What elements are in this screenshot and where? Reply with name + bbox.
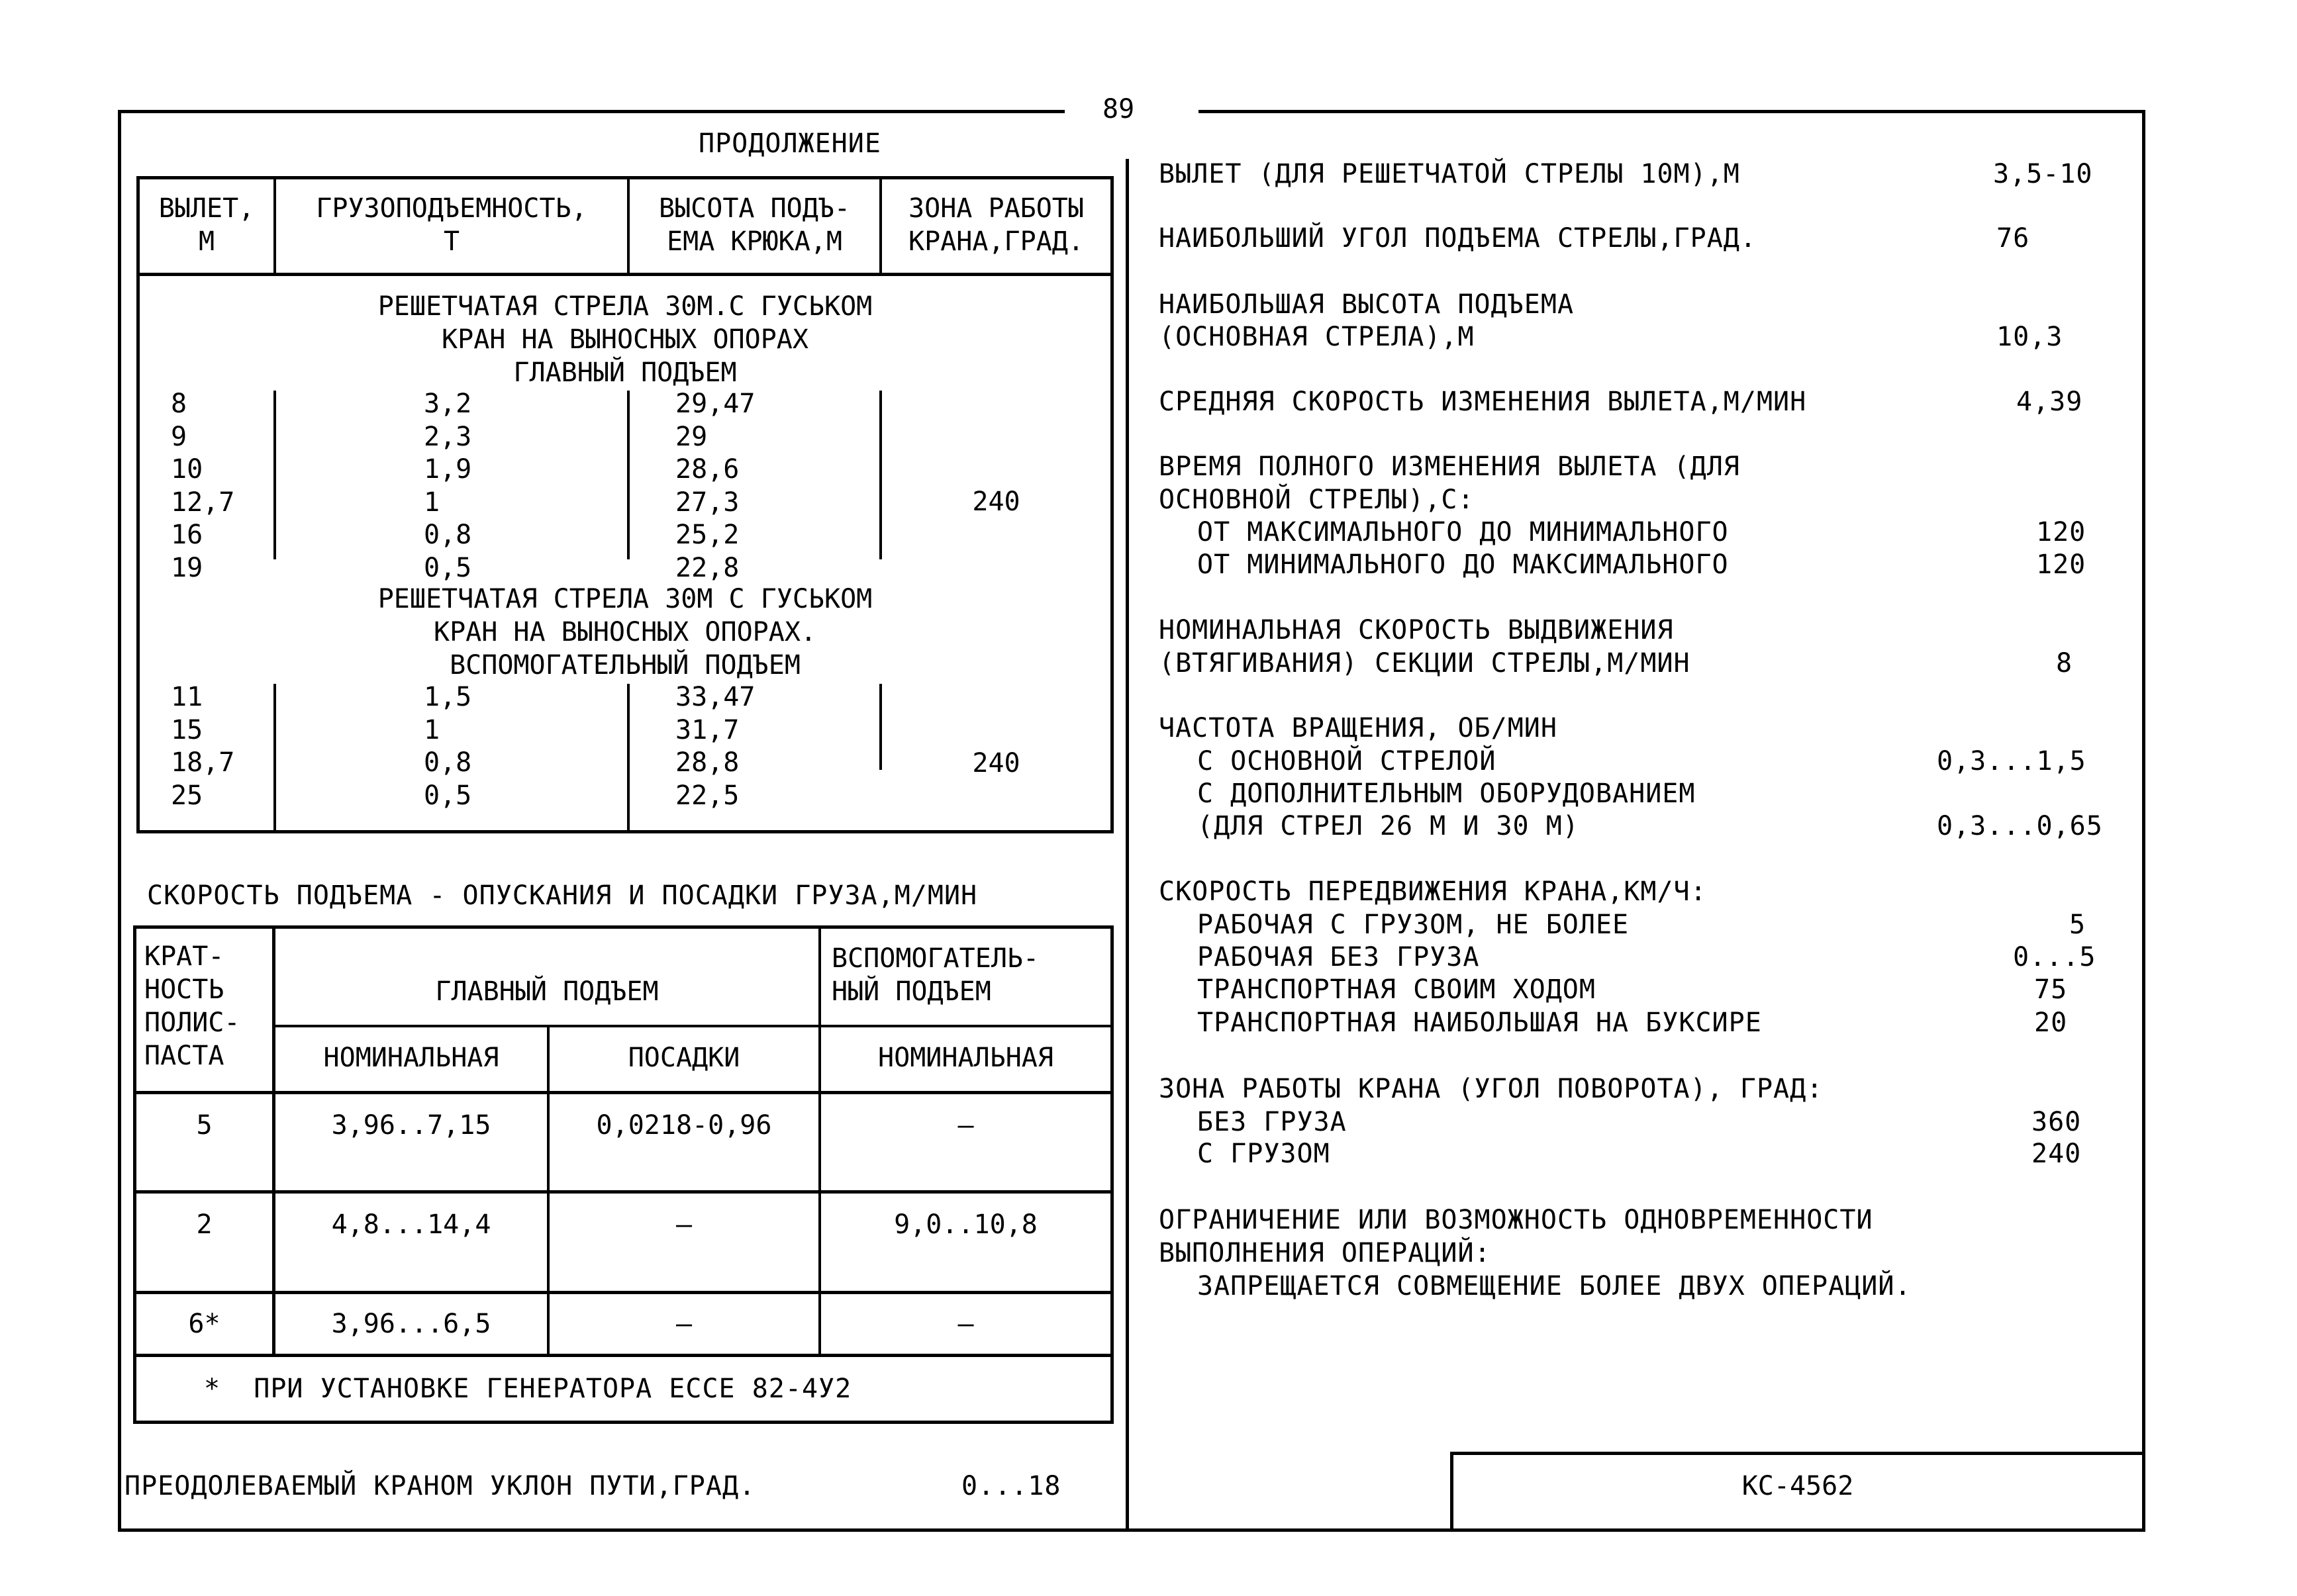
- section2-capacity: 1: [424, 714, 440, 745]
- spec-label: СКОРОСТЬ ПЕРЕДВИЖЕНИЯ КРАНА,КМ/Ч:: [1159, 876, 1707, 907]
- section1-capacity: 1: [424, 487, 440, 518]
- speed-row-landing: —: [675, 1209, 693, 1240]
- section2-reach: 18,7: [171, 747, 235, 778]
- spec-value: 0,3...0,65: [1937, 811, 2103, 841]
- spec-value: 120: [2036, 549, 2086, 580]
- section1-height: 22,8: [675, 552, 740, 583]
- section1-reach: 19: [171, 552, 203, 583]
- spec-label-2: ВЫПОЛНЕНИЯ ОПЕРАЦИЙ:: [1159, 1238, 1491, 1268]
- section1-height: 28,6: [675, 454, 740, 485]
- section1-reach: 16: [171, 520, 203, 550]
- speed-row-aux: 9,0..10,8: [894, 1209, 1038, 1240]
- slope-value: 0...18: [961, 1471, 1061, 1501]
- nominal-header: НОМИНАЛЬНАЯ: [323, 1043, 499, 1073]
- section1-capacity: 3,2: [424, 389, 472, 419]
- spec-label: ЗОНА РАБОТЫ КРАНА (УГОЛ ПОВОРОТА), ГРАД:: [1159, 1074, 1824, 1104]
- speed-row-nominal: 3,96..7,15: [331, 1110, 491, 1141]
- spec-label: ВЫЛЕТ (ДЛЯ РЕШЕТЧАТОЙ СТРЕЛЫ 10М),М: [1159, 159, 1740, 189]
- section1-height: 29,47: [675, 389, 756, 419]
- section1-title: РЕШЕТЧАТАЯ СТРЕЛА 30М.С ГУСЬКОМ КРАН НА ВЫНОСНЫХ ОПОРАХ ГЛАВНЫЙ ПОДЪЕМ: [377, 291, 873, 388]
- section1-reach: 12,7: [171, 487, 235, 518]
- spec-sub: (ДЛЯ СТРЕЛ 26 М И 30 М): [1197, 811, 1579, 841]
- section2-capacity: 1,5: [424, 682, 472, 712]
- spec-label-2: (ВТЯГИВАНИЯ) СЕКЦИИ СТРЕЛЫ,М/МИН: [1159, 648, 1690, 679]
- spec-value: 360: [2031, 1107, 2082, 1137]
- main-hoist-header: ГЛАВНЫЙ ПОДЪЕМ: [435, 976, 659, 1007]
- spec-value: 3,5-10: [1993, 159, 2093, 189]
- spec-sub: РАБОЧАЯ С ГРУЗОМ, НЕ БОЛЕЕ: [1197, 910, 1630, 940]
- section1-reach: 10: [171, 454, 203, 485]
- spec-label: ВРЕМЯ ПОЛНОГО ИЗМЕНЕНИЯ ВЫЛЕТА (ДЛЯ: [1159, 451, 1740, 482]
- section2-height: 22,5: [675, 780, 740, 811]
- speed-row-landing: 0,0218-0,96: [596, 1110, 772, 1141]
- section2-reach: 15: [171, 714, 203, 745]
- section1-capacity: 1,9: [424, 454, 472, 485]
- spec-label-2: (ОСНОВНАЯ СТРЕЛА),М: [1159, 322, 1475, 352]
- spec-label: НАИБОЛЬШИЙ УГОЛ ПОДЪЕМА СТРЕЛЫ,ГРАД.: [1159, 223, 1757, 254]
- speed-row-landing: —: [675, 1309, 693, 1339]
- section2-capacity: 0,5: [424, 780, 472, 811]
- section2-zone: 240: [972, 748, 1020, 778]
- speed-row-mult: 6*: [188, 1309, 220, 1339]
- spec-value: 20: [2034, 1008, 2068, 1038]
- section2-height: 31,7: [675, 714, 740, 745]
- section2-reach: 11: [171, 682, 203, 712]
- aux-nominal-header: НОМИНАЛЬНАЯ: [878, 1043, 1053, 1073]
- section2-height: 33,47: [675, 682, 756, 712]
- spec-label-2: ОСНОВНОЙ СТРЕЛЫ),С:: [1159, 485, 1475, 515]
- section1-capacity: 2,3: [424, 421, 472, 452]
- titleblock-top: [1451, 1452, 2144, 1455]
- spec-sub: ТРАНСПОРТНАЯ СВОИМ ХОДОМ: [1197, 974, 1596, 1005]
- section1-height: 29: [675, 421, 708, 452]
- section1-height: 27,3: [675, 487, 740, 518]
- spec-sub: С ГРУЗОМ: [1197, 1139, 1330, 1169]
- frame-top-right: [1198, 110, 2145, 113]
- model-label: КС-4562: [1741, 1471, 1854, 1501]
- spec-value: 76: [1996, 223, 2030, 254]
- section2-height: 28,8: [675, 747, 740, 778]
- section1-reach: 9: [171, 421, 187, 452]
- spec-value: 0,3...1,5: [1937, 746, 2086, 776]
- page-number: 89: [1102, 94, 1135, 124]
- footnote: * ПРИ УСТАНОВКЕ ГЕНЕРАТОРА ЕССЕ 82-4У2: [204, 1374, 852, 1404]
- section2-capacity: 0,8: [424, 747, 472, 778]
- landing-header: ПОСАДКИ: [628, 1043, 740, 1073]
- spec-sub: ОТ МАКСИМАЛЬНОГО ДО МИНИМАЛЬНОГО: [1197, 517, 1729, 547]
- speed-row-mult: 2: [196, 1209, 213, 1240]
- frame-top-left: [118, 110, 1065, 113]
- section1-capacity: 0,5: [424, 552, 472, 583]
- section1-height: 25,2: [675, 520, 740, 550]
- spec-label: ОГРАНИЧЕНИЕ ИЛИ ВОЗМОЖНОСТЬ ОДНОВРЕМЕННОСТИ: [1159, 1205, 1873, 1235]
- speed-title: СКОРОСТЬ ПОДЪЕМА - ОПУСКАНИЯ И ПОСАДКИ ГРУЗА,М/МИН: [147, 880, 978, 911]
- spec-value: 0...5: [2013, 942, 2096, 972]
- spec-label: СРЕДНЯЯ СКОРОСТЬ ИЗМЕНЕНИЯ ВЫЛЕТА,М/МИН: [1159, 387, 1807, 417]
- spec-value: 75: [2034, 974, 2068, 1005]
- frame-divider: [1126, 159, 1129, 1530]
- section1-zone: 240: [972, 487, 1020, 517]
- header-capacity: ГРУЗОПОДЪЕМНОСТЬ, Т: [316, 193, 587, 257]
- spec-sub: ТРАНСПОРТНАЯ НАИБОЛЬШАЯ НА БУКСИРЕ: [1197, 1008, 1762, 1038]
- section2-title: РЕШЕТЧАТАЯ СТРЕЛА 30М С ГУСЬКОМ КРАН НА ВЫНОСНЫХ ОПОРАХ. ВСПОМОГАТЕЛЬНЫЙ ПОДЪЕМ: [377, 584, 873, 681]
- slope-label: ПРЕОДОЛЕВАЕМЫЙ КРАНОМ УКЛОН ПУТИ,ГРАД.: [124, 1471, 756, 1501]
- speed-row-mult: 5: [196, 1110, 213, 1141]
- spec-value: 120: [2036, 517, 2086, 547]
- frame-right: [2142, 110, 2145, 1532]
- aux-hoist-header: ВСПОМОГАТЕЛЬ- НЫЙ ПОДЪЕМ: [832, 943, 1040, 1007]
- frame-left: [118, 110, 121, 1532]
- continuation-label: ПРОДОЛЖЕНИЕ: [699, 128, 881, 159]
- spec-sub: РАБОЧАЯ БЕЗ ГРУЗА: [1197, 942, 1480, 972]
- spec-value: 5: [2069, 910, 2086, 940]
- header-zone: ЗОНА РАБОТЫ КРАНА,ГРАД.: [908, 193, 1084, 257]
- spec-sub: ОТ МИНИМАЛЬНОГО ДО МАКСИМАЛЬНОГО: [1197, 549, 1729, 580]
- spec-sub: С ДОПОЛНИТЕЛЬНЫМ ОБОРУДОВАНИЕМ: [1197, 778, 1696, 809]
- speed-row-aux: —: [957, 1110, 974, 1141]
- spec-sub: ЗАПРЕЩАЕТСЯ СОВМЕЩЕНИЕ БОЛЕЕ ДВУХ ОПЕРАЦИЙ.: [1197, 1271, 1912, 1301]
- speed-row-nominal: 3,96...6,5: [331, 1309, 491, 1339]
- spec-label: ЧАСТОТА ВРАЩЕНИЯ, ОБ/МИН: [1159, 713, 1557, 743]
- speed-row-nominal: 4,8...14,4: [331, 1209, 491, 1240]
- speed-row-aux: —: [957, 1309, 974, 1339]
- spec-value: 8: [2056, 648, 2073, 679]
- frame-bottom: [118, 1528, 2145, 1532]
- spec-value: 4,39: [2016, 387, 2083, 417]
- spec-label: НАИБОЛЬШАЯ ВЫСОТА ПОДЪЕМА: [1159, 289, 1575, 320]
- header-reach: ВЫЛЕТ, М: [158, 193, 255, 257]
- spec-label: НОМИНАЛЬНАЯ СКОРОСТЬ ВЫДВИЖЕНИЯ: [1159, 615, 1674, 645]
- section1-reach: 8: [171, 389, 187, 419]
- section1-capacity: 0,8: [424, 520, 472, 550]
- section2-reach: 25: [171, 780, 203, 811]
- spec-sub: БЕЗ ГРУЗА: [1197, 1107, 1347, 1137]
- header-height: ВЫСОТА ПОДЪ- ЕМА КРЮКА,М: [659, 193, 850, 257]
- multiplicity-header: КРАТ- НОСТЬ ПОЛИС- ПАСТА: [144, 941, 240, 1071]
- spec-sub: С ОСНОВНОЙ СТРЕЛОЙ: [1197, 746, 1496, 776]
- spec-value: 240: [2031, 1139, 2082, 1169]
- spec-value: 10,3: [1996, 322, 2063, 352]
